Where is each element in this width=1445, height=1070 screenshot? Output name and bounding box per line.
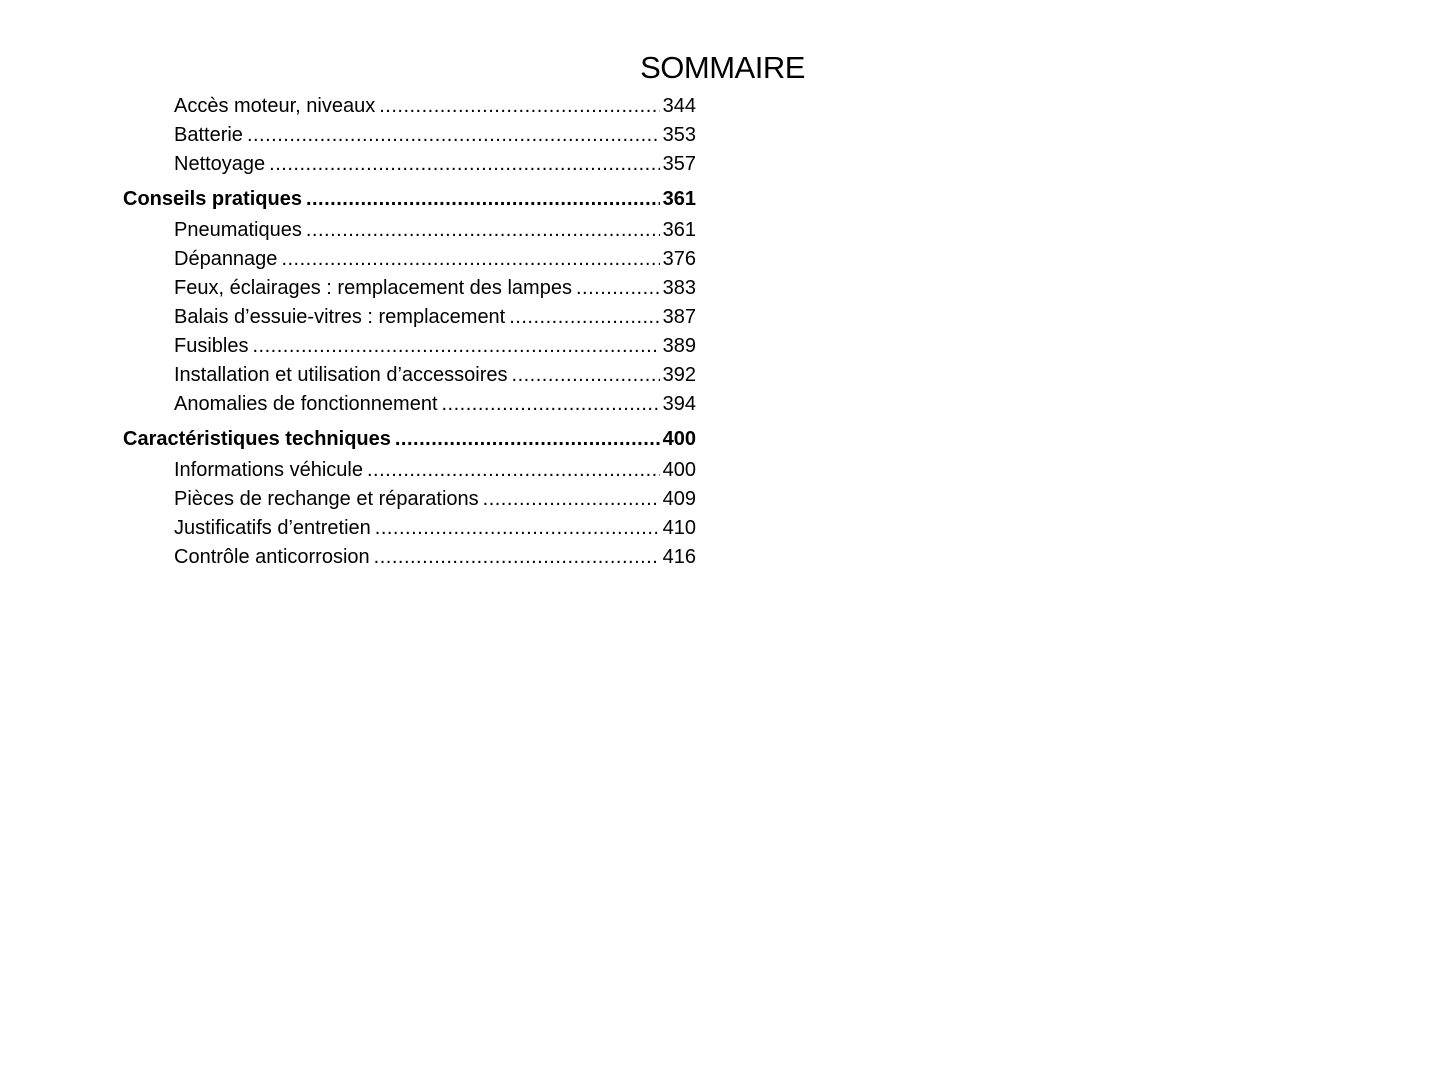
toc-section-page: 400 — [662, 428, 696, 450]
toc-entry-pieces-rechange[interactable] — [123, 485, 696, 514]
toc-entry-page: 361 — [662, 219, 696, 241]
toc-entry-label: Batterie — [174, 124, 243, 146]
toc-leader-dots — [306, 183, 660, 216]
toc-section-caracteristiques-techniques[interactable] — [123, 419, 696, 456]
toc-entry-page: 410 — [662, 517, 696, 539]
toc-entry-feux-eclairages[interactable] — [123, 274, 696, 303]
toc-section-label: Conseils pratiques — [123, 188, 302, 210]
toc-entry-page: 353 — [662, 124, 696, 146]
toc-entry-label: Dépannage — [174, 248, 278, 270]
toc-leader-dots — [509, 303, 659, 332]
toc-leader-dots — [576, 274, 660, 303]
toc-entry-page: 389 — [662, 335, 696, 357]
table-of-contents — [123, 92, 696, 572]
toc-entry-accessoires[interactable] — [123, 361, 696, 390]
toc-entry-page: 416 — [662, 546, 696, 568]
toc-entry-label: Informations véhicule — [174, 459, 363, 481]
toc-entry-page: 394 — [662, 393, 696, 415]
toc-section-conseils-pratiques[interactable] — [123, 179, 696, 216]
toc-entry-controle-anticorrosion[interactable] — [123, 543, 696, 572]
toc-entry-label: Justificatifs d’entretien — [174, 517, 371, 539]
toc-entry-label: Feux, éclairages : remplacement des lampes — [174, 277, 572, 299]
toc-leader-dots — [442, 390, 660, 419]
toc-entry-pneumatiques[interactable] — [123, 216, 696, 245]
toc-leader-dots — [375, 514, 660, 543]
toc-leader-dots — [306, 216, 660, 245]
toc-leader-dots — [395, 423, 660, 456]
toc-entry-page: 383 — [662, 277, 696, 299]
toc-entry-label: Contrôle anticorrosion — [174, 546, 370, 568]
toc-entry-page: 344 — [662, 95, 696, 117]
toc-entry-page: 392 — [662, 364, 696, 386]
toc-entry-anomalies[interactable] — [123, 390, 696, 419]
toc-section-page: 361 — [662, 188, 696, 210]
toc-entry-batterie[interactable] — [123, 121, 696, 150]
toc-leader-dots — [512, 361, 660, 390]
toc-entry-label: Pneumatiques — [174, 219, 302, 241]
toc-entry-balais-essuie-vitres[interactable] — [123, 303, 696, 332]
toc-entry-label: Accès moteur, niveaux — [174, 95, 376, 117]
toc-leader-dots — [247, 121, 660, 150]
toc-entry-acces-moteur[interactable] — [123, 92, 696, 121]
toc-entry-nettoyage[interactable] — [123, 150, 696, 179]
toc-leader-dots — [374, 543, 660, 572]
toc-leader-dots — [252, 332, 659, 361]
toc-entry-justificatifs-entretien[interactable] — [123, 514, 696, 543]
toc-entry-fusibles[interactable] — [123, 332, 696, 361]
toc-leader-dots — [483, 485, 660, 514]
toc-entry-informations-vehicule[interactable] — [123, 456, 696, 485]
toc-entry-label: Pièces de rechange et réparations — [174, 488, 479, 510]
toc-entry-page: 400 — [662, 459, 696, 481]
toc-entry-label: Anomalies de fonctionnement — [174, 393, 438, 415]
toc-entry-depannage[interactable] — [123, 245, 696, 274]
toc-entry-label: Balais d’essuie-vitres : remplacement — [174, 306, 506, 328]
toc-entry-page: 409 — [662, 488, 696, 510]
toc-entry-page: 387 — [662, 306, 696, 328]
toc-entry-label: Nettoyage — [174, 153, 266, 175]
toc-entry-label: Installation et utilisation d’accessoires — [174, 364, 508, 386]
toc-entry-page: 357 — [662, 153, 696, 175]
toc-leader-dots — [379, 92, 659, 121]
toc-leader-dots — [269, 150, 659, 179]
toc-entry-label: Fusibles — [174, 335, 249, 357]
toc-section-label: Caractéristiques techniques — [123, 428, 391, 450]
page-title: SOMMAIRE — [640, 49, 805, 85]
toc-leader-dots — [367, 456, 660, 485]
toc-entry-page: 376 — [662, 248, 696, 270]
toc-leader-dots — [281, 245, 659, 274]
